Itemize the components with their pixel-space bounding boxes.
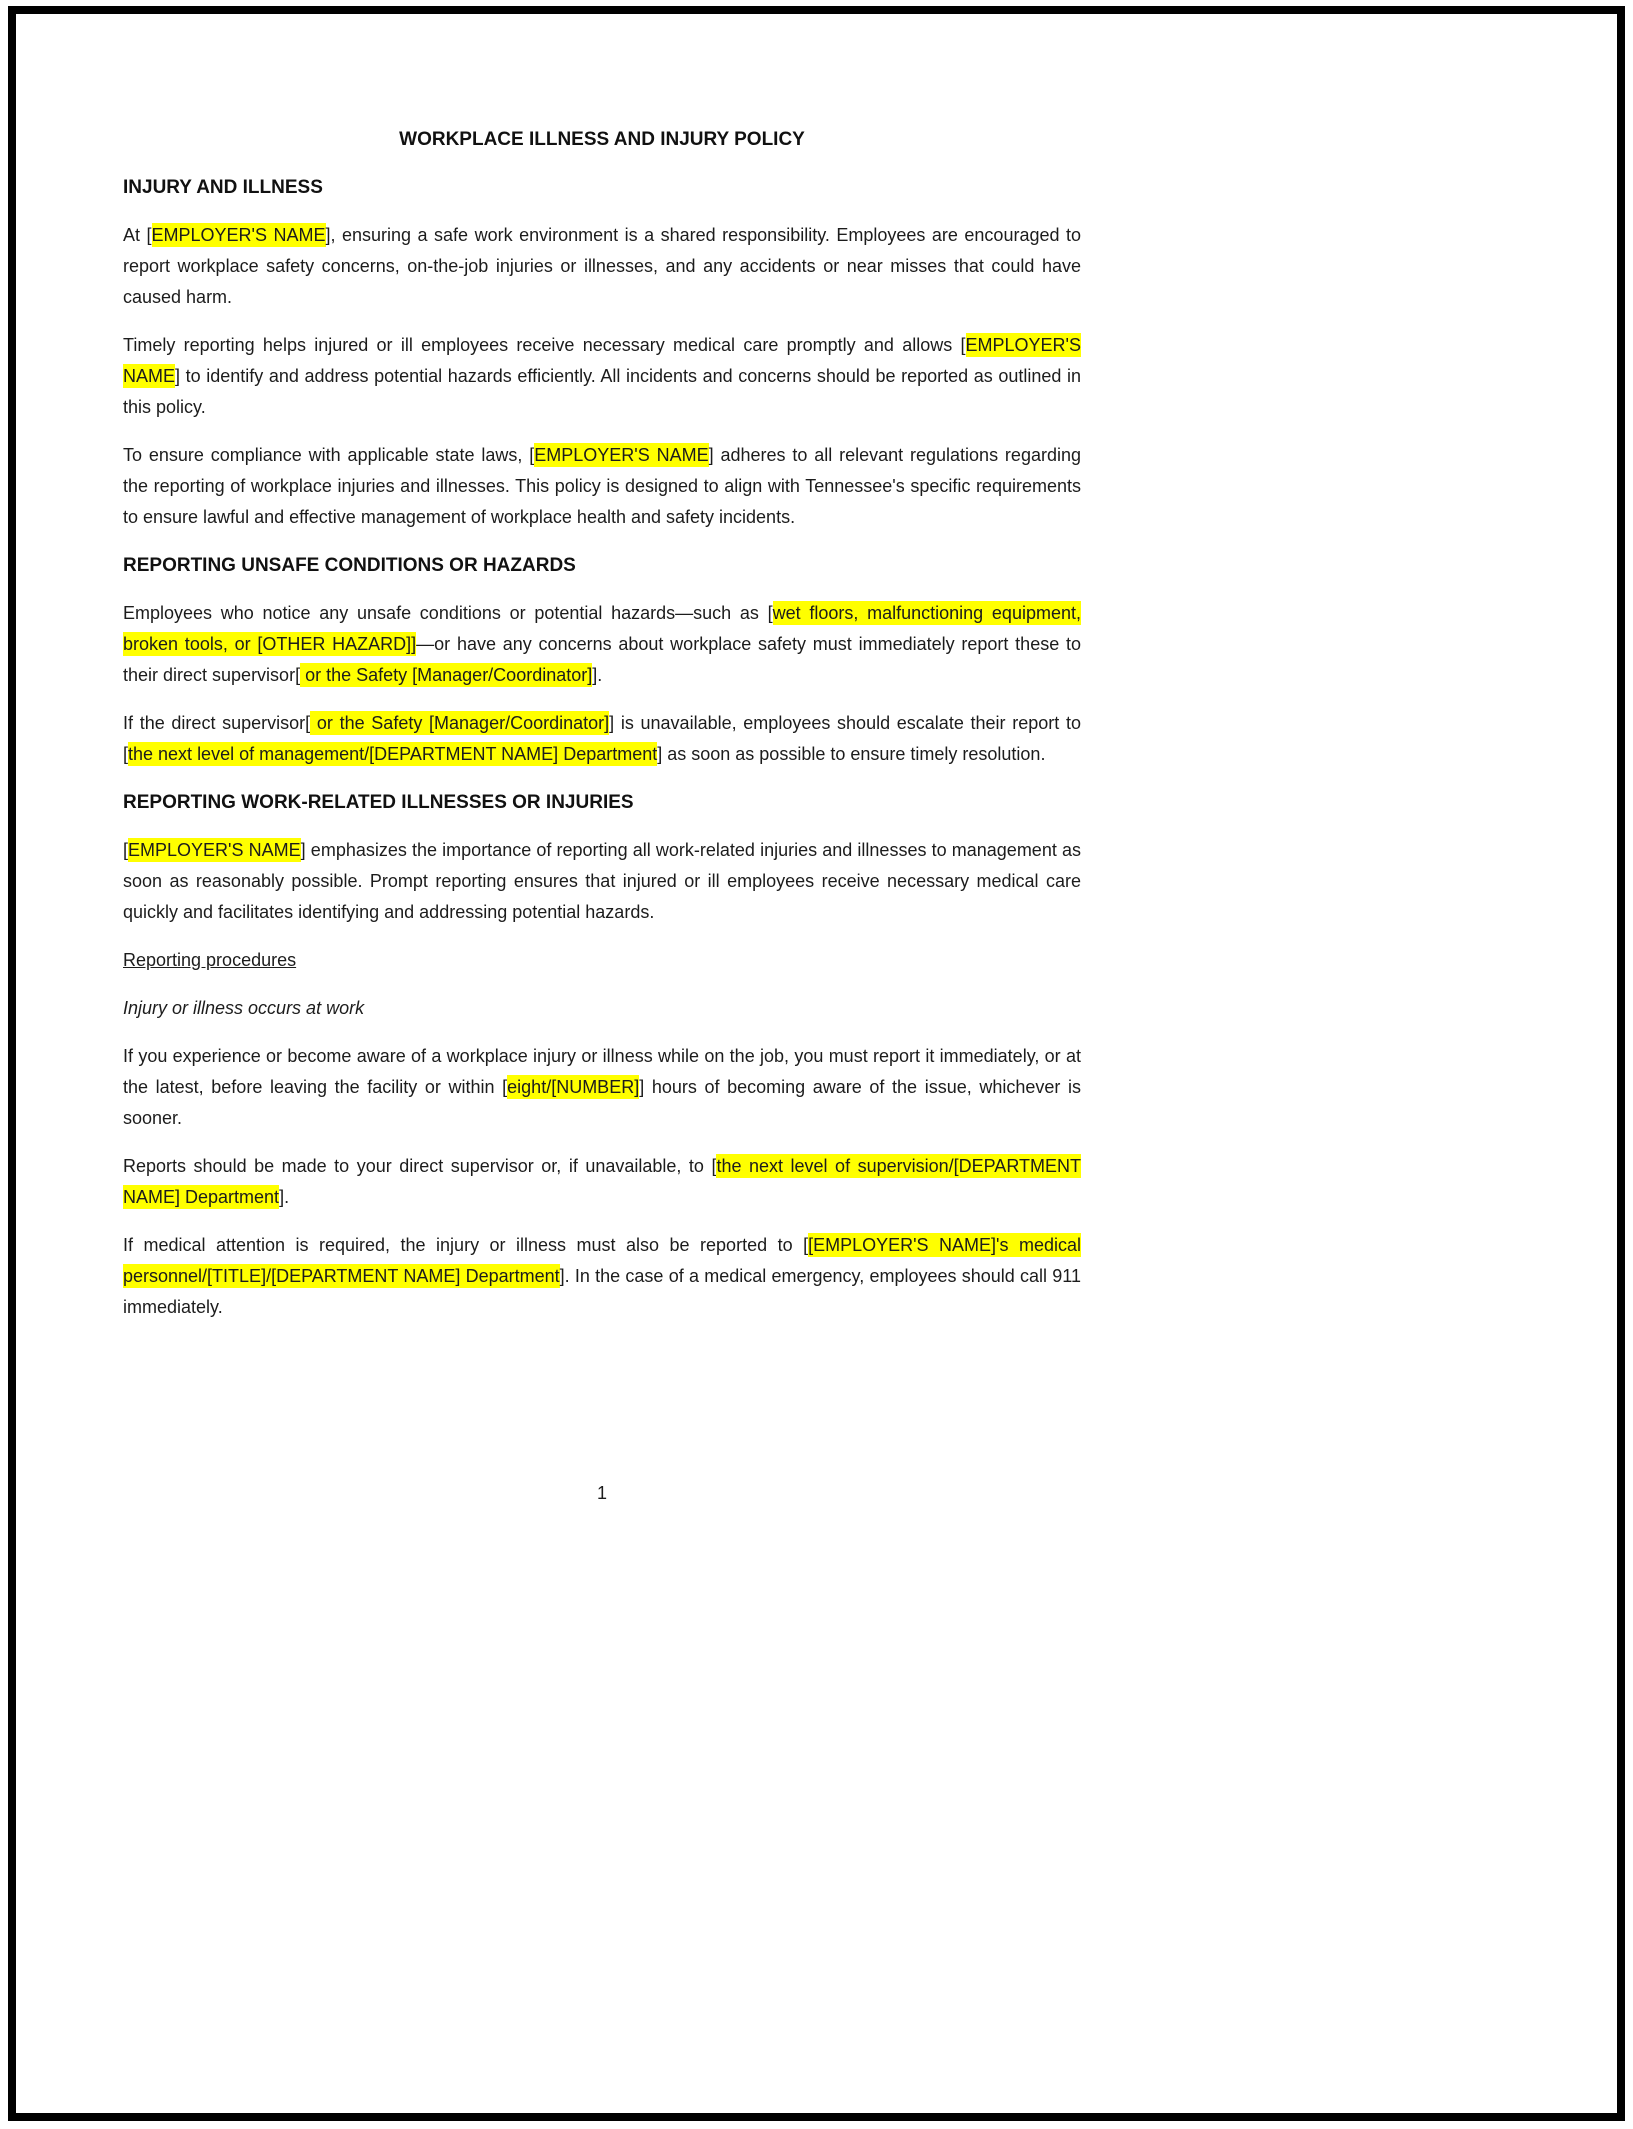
document-content: [123, 124, 1081, 1340]
highlighted-placeholder: [EMPLOYER'S NAME]'s medical personnel/[TITLE]/[DEPARTMENT NAME] Department: [123, 1235, 1081, 1286]
paragraph: Reports should be made to your direct supervisor or, if unavailable, to [the next level of supervision/[DEPARTMENT NAME] Department].: [123, 1156, 1081, 1207]
paragraph: To ensure compliance with applicable state laws, [EMPLOYER'S NAME] adheres to all relevant regulations regarding the reporting of workplace injuries and illnesses. This policy is designed to align with Tennessee's specific requirements to ensure lawful and effective management of workplace health and safety incidents.: [123, 445, 1081, 527]
document-body: [123, 172, 1081, 1323]
highlighted-placeholder: EMPLOYER'S NAME: [534, 445, 709, 465]
highlighted-placeholder: or the Safety [Manager/Coordinator]: [300, 665, 593, 685]
document-page: [8, 6, 1625, 2121]
paragraph: At [EMPLOYER'S NAME], ensuring a safe work environment is a shared responsibility. Employees are encouraged to report workplace safety concerns, on-the-job injuries or illnesses, and any accidents or near misses that could have caused harm.: [123, 225, 1082, 307]
subsection-heading-italic: Injury or illness occurs at work: [123, 998, 365, 1018]
document-title: WORKPLACE ILLNESS AND INJURY POLICY: [399, 129, 805, 150]
paragraph: If the direct supervisor[ or the Safety [Manager/Coordinator]] is unavailable, employees should escalate their report to [the next level of management/[DEPARTMENT NAME] Department] as soon as possible to ensure timely resolution.: [123, 713, 1081, 764]
paragraph: [EMPLOYER'S NAME] emphasizes the importance of reporting all work-related injuries and illnesses to management as soon as reasonably possible. Prompt reporting ensures that injured or ill employees receive necessary medical care quickly and facilitates identifying and addressing potential hazards.: [123, 840, 1081, 922]
page-number: 1: [596, 1483, 607, 1503]
paragraph: If you experience or become aware of a workplace injury or illness while on the job, you must report it immediately, or at the latest, before leaving the facility or within [eight/[NUMBER]] hours of becoming aware of the issue, whichever is sooner.: [123, 1046, 1081, 1128]
paragraph: Employees who notice any unsafe conditions or potential hazards—such as [wet floors, malfunctioning equipment, broken tools, or [OTHER HAZARD]]—or have any concerns about workplace safety must immediately report these to their direct supervisor[ or the Safety [Manager/Coordinator]].: [123, 603, 1081, 685]
highlighted-placeholder: EMPLOYER'S NAME: [151, 225, 326, 245]
highlighted-placeholder: EMPLOYER'S NAME: [128, 840, 301, 860]
subsection-heading-underlined: Reporting procedures: [123, 950, 297, 970]
highlighted-placeholder: EMPLOYER'S NAME: [123, 335, 1081, 386]
paragraph: Timely reporting helps injured or ill employees receive necessary medical care promptly and allows [EMPLOYER'S NAME] to identify and address potential hazards efficiently. All incidents and concerns should be reported as outlined in this policy.: [123, 335, 1081, 417]
highlighted-placeholder: or the Safety [Manager/Coordinator]: [310, 713, 610, 733]
highlighted-placeholder: eight/[NUMBER]: [507, 1077, 640, 1097]
highlighted-placeholder: the next level of management/[DEPARTMENT NAME] Department: [128, 744, 658, 764]
paragraph: If medical attention is required, the injury or illness must also be reported to [[EMPLOYER'S NAME]'s medical personnel/[TITLE]/[DEPARTMENT NAME] Department]. In the case of a medical emergency, employees should call 911 immediately.: [123, 1235, 1081, 1317]
section-heading: INJURY AND ILLNESS: [123, 177, 323, 198]
highlighted-placeholder: wet floors, malfunctioning equipment, broken tools, or [OTHER HAZARD]]: [123, 603, 1081, 654]
highlighted-placeholder: the next level of supervision/[DEPARTMENT NAME] Department: [123, 1156, 1081, 1207]
section-heading: REPORTING UNSAFE CONDITIONS OR HAZARDS: [123, 555, 576, 576]
section-heading: REPORTING WORK-RELATED ILLNESSES OR INJURIES: [123, 792, 634, 813]
